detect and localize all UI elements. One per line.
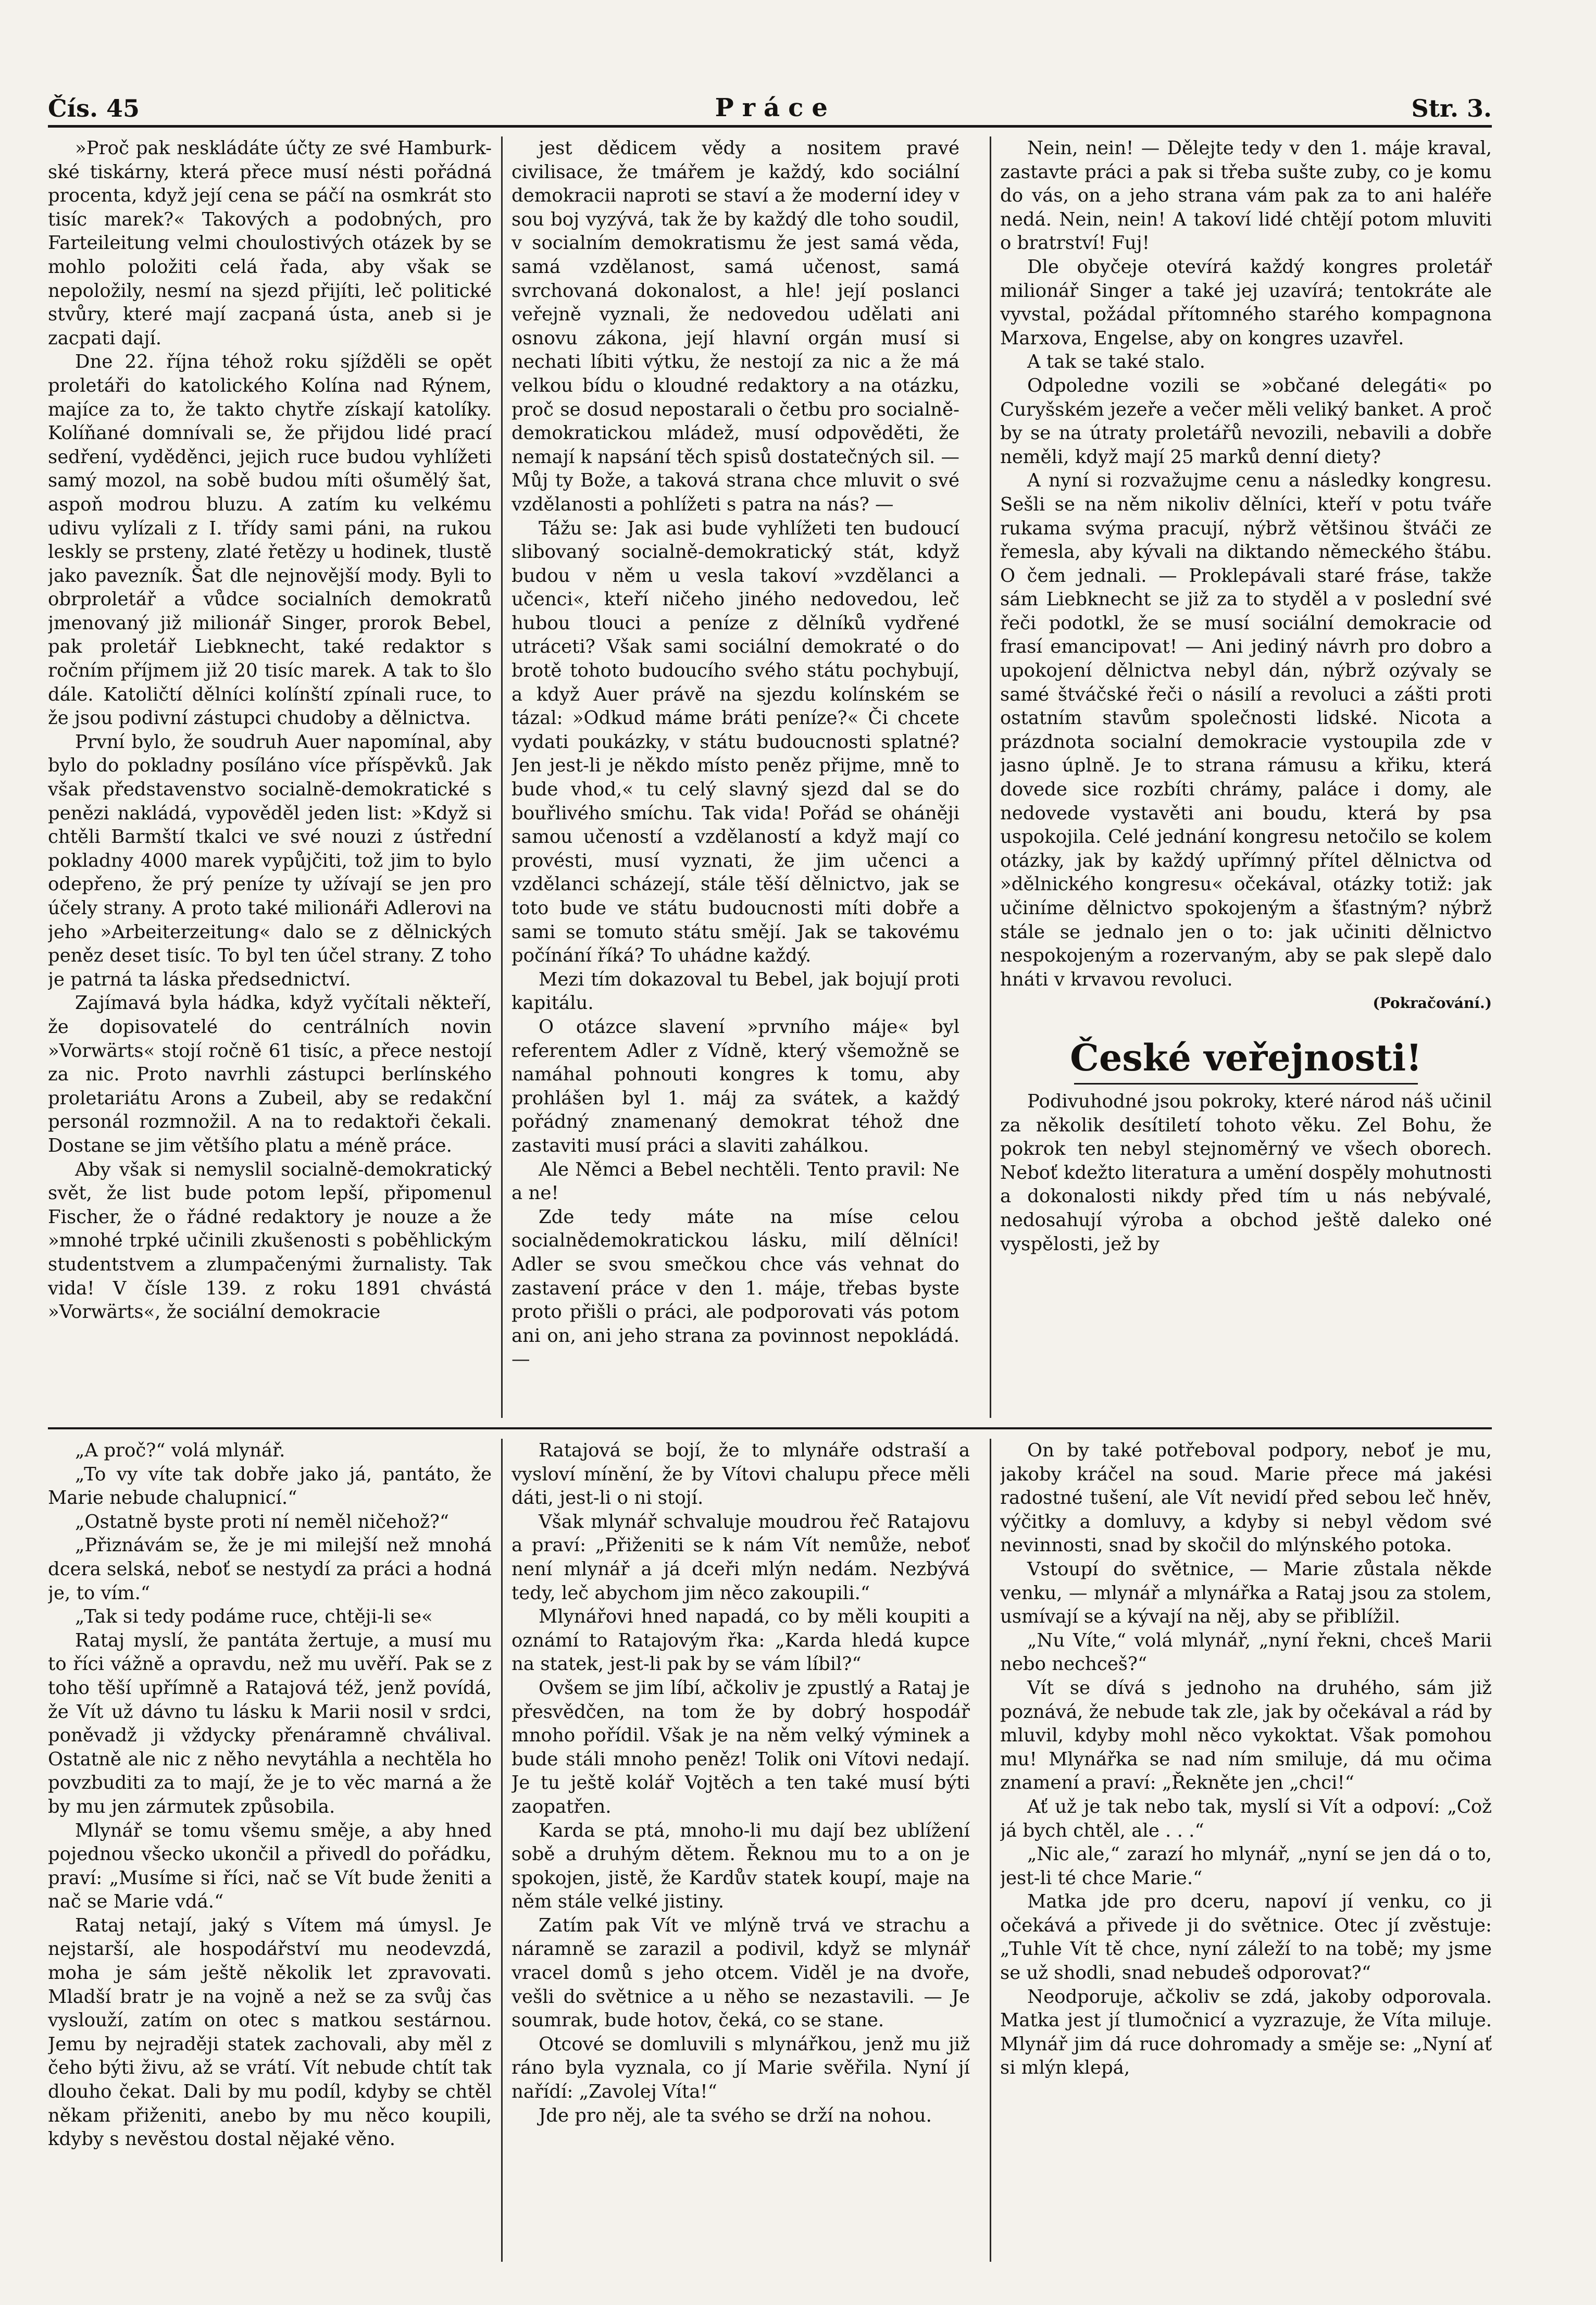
paragraph: Karda se ptá, mnoho-li mu dají bez ublížení sobě a druhým dětem. Řeknou mu to a on je spokojen, jistě, že Kardův statek koupí, maje na něm stále velké jistiny. <box>512 1820 970 1913</box>
column-divider <box>990 136 991 1418</box>
paragraph: „A proč?“ volá mlynář. <box>75 1440 285 1461</box>
paragraph: Však mlynář schvaluje moudrou řeč Ratajovu a praví: „Přiženiti se k nám Vít nemůže, neboť není mlynář a já dceři mlýn nedám. Nezbývá tedy, leč abychom jim něco zakoupili.“ <box>512 1511 970 1604</box>
paragraph: Ratajová se bojí, že to mlynáře odstraší a vysloví mínění, že by Vítovi chalupu přece měli dáti, jest-li o ni stojí. <box>512 1440 970 1509</box>
header-rule <box>48 125 1492 128</box>
paragraph: První bylo, že soudruh Auer napomínal, aby bylo do pokladny posíláno více příspěvků. Jak však představenstvo socialně-demokratické s penězi nakládá, vypověděl jeden list: »Když si chtěli Barmští tkalci ve své nouzi z ústřední pokladny 4000 marek vypůjčiti, tož jim to bylo odepřeno, že prý peníze ty užívají se jen pro účely strany. A proto také milionáři Adlerovi na jeho »Arbeiterzeitung« dalo se z dělnických peněz deset tisíc. To byl ten účel strany. Z toho je patrná ta láska předsednictví. <box>48 731 492 990</box>
paragraph: Otcové se domluvili s mlynářkou, jenž mu již ráno byla vyznala, co jí Marie svěřila. Nyní jí nařídí: „Zavolej Víta!“ <box>512 2033 970 2103</box>
paragraph: Mlynářovi hned napadá, co by měli koupiti a oznámí to Ratajovým řka: „Karda hledá kupce na statek, jest-li pak by se vám líbil?“ <box>512 1606 970 1675</box>
continuation-note: (Pokračování.) <box>1373 994 1492 1012</box>
column-divider <box>501 1439 503 2262</box>
paragraph: Tážu se: Jak asi bude vyhlížeti ten budoucí slibovaný socialně-demokratický stát, když budou v něm u vesla takoví »vzdělanci a učenci«, kteří ničeho jiného nedovedou, leč hubou tlouci a peníze z dělníků vydřené utráceti? Však sami sociální demokraté o do brotě tohoto budoucího svého státu pochybují, a když Auer právě na sjezdu kolínském se tázal: »Odkud máme bráti peníze?« Či chcete vydati poukázky, v státu budoucnosti splatné? Jen jest-li je někdo místo peněz přijme, mně to bude vhod,« tu celý slavný sjezd dal se do bouřlivého smíchu. Tak vida! Pořád se oháněji samou učeností a vzdělaností a když mají co provésti, musí vyznati, že jim učenci a vzdělanci scházejí, stále těší dělnictvo, jak se toto bude ve státu budoucnosti míti dobře a sami se tomuto státu smějí. Jak se takovému počínání říká? To uhádne každý. <box>512 517 959 967</box>
paragraph: „Tak si tedy podáme ruce, chtěji-li se« <box>75 1606 433 1628</box>
page-number: Str. 3. <box>1411 94 1492 122</box>
paragraph: Ať už je tak nebo tak, myslí si Vít a odpoví: „Což já bych chtěl, ale . . .“ <box>1000 1796 1492 1841</box>
paragraph: Mezi tím dokazoval tu Bebel, jak bojují proti kapitálu. <box>512 968 959 1014</box>
paragraph: Podivuhodné jsou pokroky, které národ náš učinil za několik desítiletí tohoto věku. Zel Bohu, že pokrok ten nebyl stejnoměrný ve všech oborech. Neboť kdežto literatura a umění dospěly mohutnosti a dokonalosti nikdy před tím u nás nebývalé, nedosahují výroba a obchod ještě daleko oné vyspělosti, jež by <box>1000 1090 1492 1255</box>
paragraph: O otázce slavení »prvního máje« byl referentem Adler z Vídně, který všemožně se namáhal pohnouti kongres k tomu, aby prohlášen byl 1. máj za svátek, a každý pořádný znamenaný demokrat téhož dne zastaviti musí práci a slaviti zahálkou. <box>512 1016 959 1156</box>
feuilleton-column-3 <box>1000 1439 1492 2272</box>
paragraph: Jde pro něj, ale ta svého se drží na nohou. <box>539 2104 932 2126</box>
issue-number: Čís. 45 <box>48 94 140 122</box>
paragraph: Rataj myslí, že pantáta žertuje, a musí mu to říci vážně a opravdu, než mu uvěří. Pak se z toho těší upřímně a Ratajová též, jenž povídá, že Vít už dávno tu lásku k Marii nosil v srdci, poněvadž ji vždycky přenáramně chválival. Ostatně ale nic z něho nevytáhla a nechtěla ho povzbuditi za to mají, že je to věc marná a že by mu jen zármutek způsobila. <box>48 1629 492 1817</box>
feuilleton-separator <box>48 1427 1492 1429</box>
paragraph: Vstoupí do světnice, — Marie zůstala někde venku, — mlynář a mlynářka a Rataj jsou za stolem, usmívají se a kývají na něj, aby se přiblížil. <box>1000 1558 1492 1628</box>
paragraph: Rataj netají, jaký s Vítem má úmysl. Je nejstarší, ale hospodářství mu neodevzdá, moha je sám ještě několik let zpravovati. Mladší bratr je na vojně a než se za svůj čas vyslouží, zatím on otec s matkou sestárnou. Jemu by nejraději statek zachovali, aby měl z čeho býti živu, až se vrátí. Vít nebude chtít tak dlouho čekat. Dali by mu podíl, kdyby se chtěl někam přiženiti, anebo by mu něco koupili, kdyby s nevěstou dostal nějaké věno. <box>48 1914 492 2150</box>
column-divider <box>990 1439 991 2262</box>
paragraph: Zajímavá byla hádka, když vyčítali někteří, že dopisovatelé do centrálních novin »Vorwärts« stojí ročně 61 tisíc, a přece nestojí za nic. Proto navrhli zástupci berlínského proletariátu Arons a Zubeil, aby se redakční personál rozmnožil. A na to redaktoři čekali. Dostane se jim většího platu a méně práce. <box>48 992 492 1156</box>
page-header <box>48 86 1492 122</box>
paragraph: „Přiznávám se, že je mi milejší než mnohá dcera selská, neboť se nestydí za práci a hodná je, to vím.“ <box>48 1535 492 1604</box>
paragraph: Zde tedy máte na míse celou socialnědemokratickou lásku, milí dělníci! Adler se svou smečkou chce vás vehnat do zastavení práce v den 1. máje, třebas byste proto přišli o práci, ale podporovati vás potom ani on, ani jeho strana za povinnost nepokládá. — <box>512 1206 959 1370</box>
paragraph: Matka jde pro dceru, napoví jí venku, co ji očekává a přivede ji do světnice. Otec jí zvěstuje: „Tuhle Vít tě chce, nyní záleží to na tobě; my jsme se už shodli, snad nebudeš odporovat?“ <box>1000 1891 1492 1984</box>
column-divider <box>501 136 503 1418</box>
section-heading: České veřejnosti! <box>1070 1036 1422 1079</box>
paragraph: „Ostatně byste proti ní neměl ničehož?“ <box>75 1511 450 1532</box>
paragraph: A nyní si rozvažujme cenu a následky kongresu. Sešli se na něm nikoliv dělníci, kteří v potu tváře rukama svýma pracují, nýbrž většinou štváči ze řemesla, aby kývali na diktando německého štábu. O čem jednali. — Proklepávali staré fráse, takže sám Liebknecht se již za to styděl a v poslední své řeči podotkl, že se musí sociální demokracie od frasí emancipovat! — Ani jediný návrh pro dobro a upokojení dělnictva nebyl dán, nýbrž ozývaly se samé štváčské řeči o násilí a revoluci a zášti proti ostatním stavům společnosti lidské. Nicota a prázdnota socialní demokracie vystoupila zde v jasno úplně. Je to strana rámusu a křiku, která dovede sice rozbíti chrámy, paláce i domy, ale nedovede vystavěti ani boudu, která by psa uspokojila. Celé jednání kongresu netočilo se kolem otázky, jak by každý upřímný přítel dělnictva od »dělnického kongresu« očekával, otázky totiž: jak učiníme dělnictvo spokojeným a šťastným? nýbrž stále se jednalo jen o to: jak učiniti dělnictvo nespokojeným a rozervaným, aby se pak slepě dalo hnáti v krvavou revoluci. <box>1000 470 1492 990</box>
paragraph: Zatím pak Vít ve mlýně trvá ve strachu a náramně se zarazil a podivil, když se mlynář vracel domů s jeho otcem. Viděl je na dvoře, vešli do světnice a u něho se nezastavili. — Je soumrak, bude hotov, čeká, co se stane. <box>512 1914 970 2032</box>
paragraph: Dne 22. října téhož roku sjížděli se opět proletáři do katolického Kolína nad Rýnem, majíce za to, že takto chytře získají katolíky. Kolíňané domnívali se, že přijdou lidé prací sedření, vyděděnci, jejich ruce budou vyhlížeti samý mozol, na sobě budou míti ošumělý šat, aspoň modrou bluzu. A zatím ku velkému udivu vylízali z I. třídy sami páni, na rukou leskly se prsteny, zlaté řetězy u hodinek, tlustě jako pavezník. Šat dle nejnovější mody. Byli to obrproletář a vůdce socialních demokratů jmenovaný již milionář Singer, prorok Bebel, pak proletář Liebknecht, také redaktor s ročním příjmem již 20 tisíc marek. A tak to šlo dále. Katoličtí dělníci kolínští zpínali ruce, to že jsou podivní zástupci chudoby a dělnictva. <box>48 351 492 729</box>
paragraph: Mlynář se tomu všemu směje, a aby hned pojednou všecko ukončil a přivedl do pořádku, praví: „Musíme si říci, nač se Vít bude ženiti a nač se Marie vdá.“ <box>48 1820 492 1913</box>
paragraph: A tak se také stalo. <box>1027 351 1205 373</box>
paragraph: „Nic ale,“ zarazí ho mlynář, „nyní se jen dá o to, jest-li té chce Marie.“ <box>1000 1843 1492 1889</box>
paragraph: Neodporuje, ačkoliv se zdá, jakoby odporovala. Matka jest jí tlumočnicí a vyzrazuje, že Víta miluje. Mlynář jim dá ruce dohromady a směje se: „Nyní ať si mlýn klepá, <box>1000 1986 1492 2079</box>
paragraph: On by také potřeboval podpory, neboť je mu, jakoby kráčel na soud. Marie přece má jakési radostné tušení, ale Vít nevidí před sebou leč hněv, výčitky a domluvy, a kdyby si nebyl vědom své nevinnosti, snad by skočil do mlýnského potoka. <box>1000 1440 1492 1556</box>
paragraph: Dle obyčeje otevírá každý kongres proletář milionář Singer a také jej uzavírá; tentokráte ale vyvstal, požádal přítomného starého kompagnona Marxova, Engelse, aby on kongres uzavřel. <box>1000 256 1492 349</box>
paragraph: Nein, nein! — Dělejte tedy v den 1. máje kraval, zastavte práci a pak si třeba sušte zuby, co je komu do vás, on a jeho strana vám pak za to ani haléře nedá. Nein, nein! A takoví lidé chtějí potom mluviti o bratrství! Fuj! <box>1000 138 1492 254</box>
paragraph: „Nu Víte,“ volá mlynář, „nyní řekni, chceš Marii nebo nechceš?“ <box>1000 1629 1492 1675</box>
article-column-1 <box>48 136 492 1421</box>
heading-rule <box>1074 1083 1418 1085</box>
paragraph: Aby však si nemyslil socialně-demokratický svět, že list bude potom lepší, připomenul Fischer, že o řádné redaktory je nouze a že »mnohé trpké učinili zkušenosti s poběhlickým studentstvem a zlumpačenými žurnalisty. Tak vida! V čísle 139. z roku 1891 chvástá »Vorwärts«, že sociální demokracie <box>48 1158 492 1323</box>
paragraph: jest dědicem vědy a nositem pravé civilisace, že tmářem je každý, kdo sociální demokracii naproti se staví a že moderní idey v sou boj vyzývá, tak že by každý dle toho soudil, v socialním demokratismu že jest samá věda, samá vzdělanost, samá učenost, samá svrchovaná dokonalost, a hle! její poslanci veřejně vyznali, že nedovedou udělati ani osnovu zákona, její hlavní orgán musí si nechati líbiti výtku, že nestojí za nic a že má velkou bídu o kloudné redaktory a na otázku, proč se dosud nepostarali o četbu pro socialně-demokratickou mládež, musí odpověděti, že nemají k napsání těch spisů dostatečných sil. — Můj ty Bože, a taková strana chce mluvit o své vzdělanosti a pohlížeti s patra na nás? — <box>512 138 959 515</box>
article-column-2 <box>512 136 959 1421</box>
feuilleton-column-2 <box>512 1439 970 2272</box>
paragraph: Odpoledne vozili se »občané delegáti« po Curyšském jezeře a večer měli veliký banket. A proč by se na útraty proletářů nevozili, nebavili a dobře neměli, když mají 25 marků denní diety? <box>1000 375 1492 468</box>
newspaper-title: Práce <box>715 93 836 122</box>
paragraph: Ovšem se jim líbí, ačkoliv je zpustlý a Rataj je přesvědčen, na tom že by dobrý hospodář mnoho pořídil. Však je na něm velký výminek a bude stáli mnoho peněz! Tolik oni Vítovi nedají. Je tu ještě kolář Vojtěch a ten také musí býti zaopatřen. <box>512 1677 970 1817</box>
feuilleton-column-1 <box>48 1439 492 2272</box>
paragraph: „To vy víte tak dobře jako já, pantáto, že Marie nebude chalupnicí.“ <box>48 1463 492 1509</box>
paragraph: Vít se dívá s jednoho na druhého, sám již poznává, že nebude tak zle, jak by očekával a rád by mluvil, kdyby mohl něco vykoktat. Však pomohou mu! Mlynářka se nad ním smiluje, dá mu očima znamení a praví: „Řekněte jen „chci!“ <box>1000 1677 1492 1794</box>
paragraph: »Proč pak neskládáte účty ze své Hamburk-ské tiskárny, která přece musí nésti pořádná procenta, když její cena se páčí na osmkrát sto tisíc marek?« Takových a podobných, pro Farteileitung velmi choulostivých otázek by se mohlo položiti celá řada, aby však se nepoložily, nesmí na sjezd přijíti, leč politické stvůry, které mají zacpaná ústa, aneb si je zacpati dají. <box>48 138 492 349</box>
article-column-3 <box>1000 136 1492 1421</box>
paragraph: Ale Němci a Bebel nechtěli. Tento pravil: Ne a ne! <box>512 1158 959 1204</box>
